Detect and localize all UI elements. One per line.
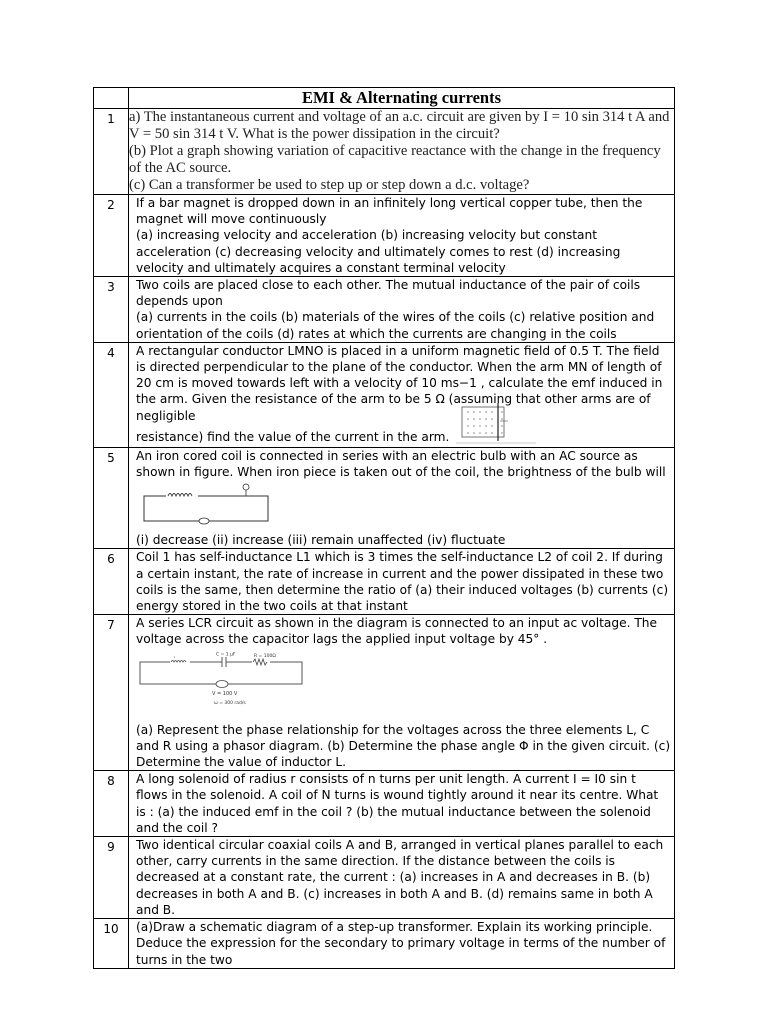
question-part: (a) increasing velocity and acceleration (b) increasing velocity but constant acceleration (c) decreasing velocity and ultimately comes to rest (d) increasing velocity and ultimately acquires a constant terminal velocity [136,228,621,275]
question-part: A series LCR circuit as shown in the diagram is connected to an input ac voltage. The voltage across the capacitor lags the applied input voltage by 45° . [136,616,658,647]
question-row-7 [94,615,675,771]
voltage-label: V = 100 V [212,690,238,697]
question-number: 7 [94,615,129,771]
questions-table [93,87,675,969]
magnetic-field-figure [456,399,536,445]
question-text [129,837,675,919]
coil-bulb-circuit-figure [138,482,278,530]
question-number: 3 [94,277,129,343]
question-text [129,342,675,447]
question-number: 1 [94,109,129,195]
question-row-8 [94,771,675,837]
question-row-2 [94,195,675,277]
question-part: A rectangular conductor LMNO is placed in a uniform magnetic field of 0.5 T. The field is directed perpendicular to the plane of the conductor. When the arm MN of length of 20 cm is moved towards left with a velocity of 10 ms−1 , calculate the emf induced in the arm. Given the resistance of the arm to be 5 Ω (assuming that other arms are of negligible [136,343,663,423]
resistor-label: R = 100Ω [254,653,276,659]
question-text [129,549,675,615]
question-part: a) The instantaneous current and voltage of an a.c. circuit are given by I = 10 sin 314 t A and V = 50 sin 314 t V. What is the power dissipation in the circuit? [129,109,670,142]
question-part: Two identical circular coaxial coils A and B, arranged in vertical planes parallel to each other, carry currents in the same direction. If the distance between the coils is decreased at a constant rate, the current : (a) increases in A and decreases in B. (b) decreases in both A and B. (c) increases in both A and B. (d) remains same in both A and B. [136,838,664,917]
title-row [94,88,675,109]
question-text [129,109,675,195]
question-part: resistance) find the value of the current in the arm. [136,429,450,444]
question-row-10 [94,919,675,969]
question-part: If a bar magnet is dropped down in an infinitely long vertical copper tube, then the magnet will move continuously [136,196,643,227]
question-text [129,447,675,549]
question-part: (b) Plot a graph showing variation of capacitive reactance with the change in the frequency of the AC source. [129,143,661,176]
question-text [129,277,675,343]
question-row-9 [94,837,675,919]
question-text [129,195,675,277]
question-number: 4 [94,342,129,447]
question-part: (a) currents in the coils (b) materials of the wires of the coils (c) relative position and orientation of the coils (d) rates at which the currents are changing in the coils [136,310,655,341]
question-row-4 [94,342,675,447]
question-text [129,919,675,969]
question-part: (c) Can a transformer be used to step up or step down a d.c. voltage? [129,177,530,193]
title-num-cell [94,88,129,109]
question-number: 8 [94,771,129,837]
question-row-6 [94,549,675,615]
lcr-circuit-figure [136,652,316,710]
question-number: 2 [94,195,129,277]
question-number: 9 [94,837,129,919]
question-row-5 [94,447,675,549]
question-text [129,615,675,771]
question-part: (a)Draw a schematic diagram of a step-up transformer. Explain its working principle. Deduce the expression for the secondary to primary voltage in terms of the number of turns in the two [136,920,666,967]
question-part: An iron cored coil is connected in series with an electric bulb with an AC source as shown in figure. When iron piece is taken out of the coil, the brightness of the bulb will [136,448,666,480]
question-part: A long solenoid of radius r consists of n turns per unit length. A current I = I0 sin t flows in the solenoid. A coil of N turns is wound tightly around it near its centre. What is : (a) the induced emf in the coil ? (b) the mutual inductance between the solenoid and the coil ? [136,772,659,835]
capacitor-label: C = 1 μF [216,652,236,658]
question-part: (i) decrease (ii) increase (iii) remain unaffected (iv) fluctuate [136,533,506,548]
question-part: Coil 1 has self-inductance L1 which is 3 times the self-inductance L2 of coil 2. If during a certain instant, the rate of increase in current and the power dissipated in these two coils is the same, then determine the ratio of (a) their induced voltages (b) currents (c) energy stored in the two coils at that instant [136,550,669,614]
page-title: EMI & Alternating currents [129,88,675,109]
question-number: 6 [94,549,129,615]
question-row-1 [94,109,675,195]
question-text [129,771,675,837]
question-part: Two coils are placed close to each other. The mutual inductance of the pair of coils depends upon [136,278,641,309]
question-number: 10 [94,919,129,969]
question-part: (a) Represent the phase relationship for the voltages across the three elements L, C and R using a phasor diagram. (b) Determine the phase angle Φ in the given circuit. (c) Determine the value of inductor L. [136,722,671,770]
question-number: 5 [94,447,129,549]
question-row-3 [94,277,675,343]
omega-label: ω = 300 rad/s [214,700,246,706]
